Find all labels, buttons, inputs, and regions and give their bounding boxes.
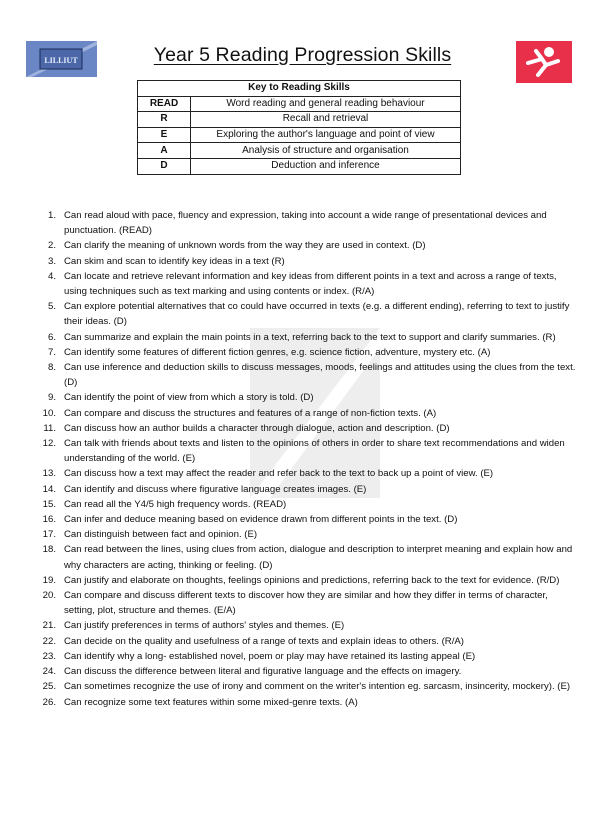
item-text: Can infer and deduce meaning based on evidence drawn from different points in the text. (D) [64,514,458,526]
item-number: 10. [42,407,56,419]
list-item [26,299,576,329]
item-number: 3. [47,255,56,267]
item-number: 20. [42,590,56,602]
list-item [26,542,576,572]
item-number: 2. [47,240,56,252]
list-item [26,466,576,481]
list-item [26,390,576,405]
list-item [26,406,576,421]
list-item [26,436,576,466]
item-text: Can skim and scan to identify key ideas in a text (R) [64,255,285,267]
list-item [26,573,576,588]
key-row [138,143,461,159]
list-item [26,208,576,238]
item-number: 22. [42,635,56,647]
key-description: Deduction and inference [191,158,461,174]
key-code: R [138,112,191,128]
item-number: 7. [47,346,56,358]
item-number: 23. [42,650,56,662]
key-code: E [138,127,191,143]
item-number: 24. [42,666,56,678]
item-number: 5. [47,301,56,313]
list-item [26,482,576,497]
list-item [26,527,576,542]
item-text: Can discuss the difference between literal and figurative language and the effects on imagery. [64,666,462,678]
key-description: Recall and retrieval [191,112,461,128]
key-row [138,127,461,143]
item-text: Can compare and discuss the structures and features of a range of non-fiction texts. (A) [64,407,437,419]
key-row [138,96,461,112]
item-number: 9. [47,392,56,404]
item-number: 14. [42,483,56,495]
item-text: Can identify and discuss where figurative language creates images. (E) [64,483,367,495]
item-number: 6. [47,331,56,343]
item-text: Can identify some features of different fiction genres, e.g. science fiction, adventure, mystery etc. (A) [64,346,491,358]
key-code: A [138,143,191,159]
item-number: 13. [42,468,56,480]
item-text: Can locate and retrieve relevant information and key ideas from different points in a text and across a range of texts, using techniques such as text marking and using contents or index. (R/A) [64,270,557,298]
reading-skills-key-table [137,80,461,175]
list-item [26,254,576,269]
list-item [26,497,576,512]
list-item [26,649,576,664]
item-text: Can distinguish between fact and opinion. (E) [64,529,258,541]
key-code: D [138,158,191,174]
item-text: Can read all the Y4/5 high frequency words. (READ) [64,498,287,510]
item-number: 19. [42,574,56,586]
item-text: Can explore potential alternatives that co could have occurred in texts (e.g. a different ending), referring to text to justify their ideas. (D) [64,301,570,328]
item-text: Can discuss how a text may affect the reader and refer back to the text to back up a point of view. (E) [64,468,494,480]
running-figure-logo [516,41,572,83]
key-row [138,112,461,128]
item-text: Can read between the lines, using clues from action, dialogue and description to interpret meaning and explain how and why characters are acting, thinking or feeling. (D) [64,544,573,571]
list-item [26,269,576,299]
item-text: Can sometimes recognize the use of irony and comment on the writer's intention eg. sarcasm, insincerity, mockery). (E) [64,681,571,693]
item-text: Can recognize some text features within some mixed-genre texts. (A) [64,696,358,708]
item-number: 18. [42,544,56,556]
item-text: Can clarify the meaning of unknown words from the way they are used in context. (D) [64,240,426,252]
item-number: 1. [47,210,56,221]
logo-text: LILLIUT [44,56,78,65]
item-text: Can identify the point of view from which a story is told. (D) [64,392,314,404]
list-item [26,679,576,694]
list-item [26,345,576,360]
item-number: 17. [42,529,56,541]
list-item [26,664,576,679]
key-heading: Key to Reading Skills [138,81,461,97]
list-item [26,634,576,649]
list-item [26,512,576,527]
list-item [26,588,576,618]
item-number: 4. [47,270,56,282]
item-text: Can compare and discuss different texts to discover how they are similar and how they differ in terms of character, setting, plot, structure and themes. (E/A) [64,590,548,617]
key-description: Analysis of structure and organisation [191,143,461,159]
item-text: Can discuss how an author builds a character through dialogue, action and description. (D) [64,422,450,434]
item-text: Can justify and elaborate on thoughts, feelings opinions and predictions, referring back to the text for evidence. (R/D) [64,574,560,586]
key-code: READ [138,96,191,112]
item-text: Can use inference and deduction skills to discuss messages, moods, feelings and attitudes using the clues from the text. (D) [64,362,576,389]
list-item [26,238,576,253]
key-row [138,158,461,174]
item-number: 15. [42,498,56,510]
item-text: Can justify preferences in terms of authors' styles and themes. (E) [64,620,345,632]
item-number: 16. [42,514,56,526]
list-item [26,695,576,710]
item-text: Can identify why a long- established novel, poem or play may have retained its lasting appeal (E) [64,650,476,662]
item-number: 26. [42,696,56,708]
item-number: 12. [42,438,56,450]
item-text: Can summarize and explain the main points in a text, referring back to the text to support and clarify summaries. (R) [64,331,556,343]
list-item [26,330,576,345]
skills-list [26,208,576,710]
item-text: Can read aloud with pace, fluency and expression, taking into account a wide range of presentational devices and punctuation. (READ) [64,210,547,237]
item-text: Can decide on the quality and usefulness of a range of texts and explain ideas to others. (R/A) [64,635,464,647]
list-item [26,618,576,633]
item-number: 25. [42,681,56,693]
page-title: Year 5 Reading Progression Skills [153,44,452,66]
list-item [26,360,576,390]
item-text: Can talk with friends about texts and listen to the opinions of others in order to share text recommendations and widen understanding of the world. (E) [64,438,565,465]
key-description: Word reading and general reading behaviour [191,96,461,112]
item-number: 11. [43,422,56,434]
item-number: 8. [47,362,56,374]
key-description: Exploring the author's language and point of view [191,127,461,143]
list-item [26,421,576,436]
item-number: 21. [42,620,56,632]
